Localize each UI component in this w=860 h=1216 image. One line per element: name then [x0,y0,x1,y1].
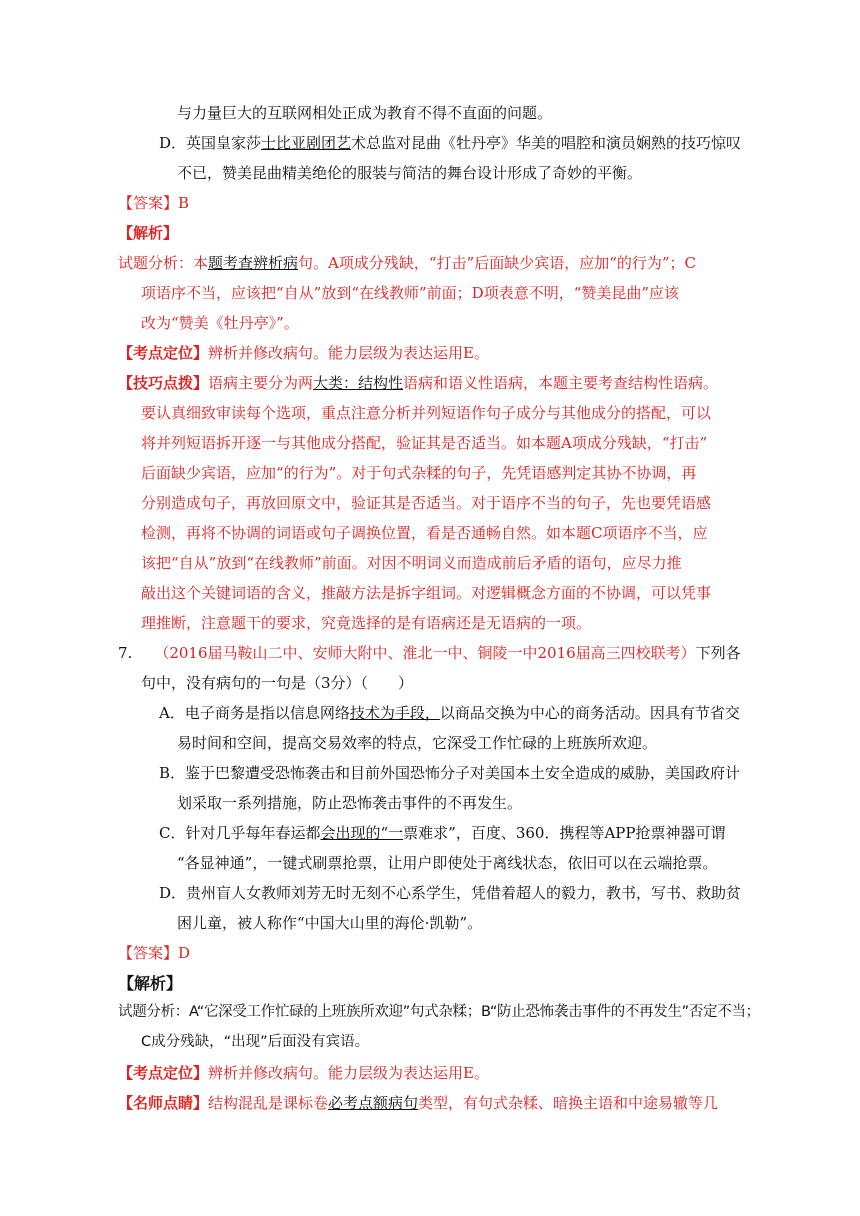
analysis-label: 【解析】 [118,224,179,242]
mingshi-line: 【名师点睛】结构混乱是课标卷必考点额病句类型，有句式杂糅、暗换主语和中途易辙等几 [118,1094,719,1112]
jiqiao-line: 该把“自从”放到“在线教师”前面。对因不明词义而造成前后矛盾的语句，应尽力推 [141,554,682,572]
option-d-line-2: 不已，赞美昆曲精美绝伦的服装与简洁的舞台设计形成了奇妙的平衡。 [177,164,643,182]
option-d: D．贵州盲人女教师刘芳无时无刻不心系学生，凭借着超人的毅力，教书，写书、救助贫 [159,884,742,902]
option-b: B．鉴于巴黎遭受恐怖袭击和目前外国恐怖分子对美国本土安全造成的威胁，美国政府计 [159,764,741,782]
option-c: C．针对几乎每年春运都会出现的“一票难求”，百度、360．携程等APP抢票神器可谓 [159,824,726,842]
analysis-line-2: 项语序不当，应该把“自从”放到“在线教师”前面；D项表意不明，“赞美昆曲”应该 [141,284,680,302]
jiqiao-line: 分别造成句子，再放回原文中，验证其是否适当。对于语序不当的句子，先也要凭语感 [141,494,712,512]
jiqiao-line: 将并列短语拆开逐一与其他成分搭配，验证其是否适当。如本题A项成分残缺，“打击” [141,434,708,452]
analysis-line-3: 改为“赞美《牡丹亭》”。 [141,314,299,332]
option-d-line: D．英国皇家莎士比亚剧团艺术总监对昆曲《牡丹亭》华美的唱腔和演员娴熟的技巧惊叹 [159,134,742,152]
kaodian-line: 【考点定位】辨析并修改病句。能力层级为表达运用E。 [118,1064,489,1082]
jiqiao-line: 理推断，注意题干的要求，究竟选择的是有语病还是无语病的一项。 [141,614,592,632]
analysis-line-1: 试题分析：本题考查辨析病句。A项成分残缺，“打击”后面缺少宾语，应加“的行为”；C [118,254,697,272]
answer-label: 【答案】D [118,944,191,962]
text-line: 与力量巨大的互联网相处正成为教育不得不直面的问题。 [177,104,553,122]
analysis-label: 【解析】 [118,974,183,993]
option-a-line-2: 易时间和空间，提高交易效率的特点，它深受工作忙碌的上班族所欢迎。 [177,734,658,752]
jiqiao-line: 要认真细致审读每个选项，重点注意分析并列短语作句子成分与其他成分的搭配，可以 [141,404,712,422]
option-a: A．电子商务是指以信息网络技术为手段，以商品交换为中心的商务活动。因具有节省交 [159,704,740,722]
answer-label: 【答案】B [118,194,190,212]
question-7-stem: 7. （2016届马鞍山二中、安师大附中、淮北一中、铜陵一中2016届高三四校联考）下列各 [118,644,741,662]
kaodian-line: 【考点定位】辨析并修改病句。能力层级为表达运用E。 [118,344,489,362]
option-c-line-2: “各显神通”，一键式刷票抢票，让用户即使处于离线状态，依旧可以在云端抢票。 [177,854,718,872]
jiqiao-line: 敲出这个关键词语的含义，推敲方法是拆字组词。对逻辑概念方面的不协调，可以凭事 [141,584,712,602]
question-7-stem-2: 句中，没有病句的一句是（3分）（ ） [141,674,414,692]
analysis-line-1: 试题分析：A“它深受工作忙碌的上班族所欢迎”句式杂糅；B“防止恐怖袭击事件的不再发生”否定不当； [118,1004,760,1020]
option-d-line-2: 困儿童，被人称作“中国大山里的海伦·凯勒”。 [177,914,483,932]
jiqiao-line: 检测，再将不协调的词语或句子调换位置，看是否通畅自然。如本题C项语序不当，应 [141,524,708,542]
jiqiao-line: 后面缺少宾语，应加“的行为”。对于句式杂糅的句子，先凭语感判定其协不协调，再 [141,464,697,482]
jiqiao-line-1: 【技巧点拨】语病主要分为两大类：结构性语病和语义性语病，本题主要考查结构性语病。 [118,374,719,392]
option-b-line-2: 划采取一系列措施，防止恐怖袭击事件的不再发生。 [177,794,523,812]
analysis-line-2: C成分残缺，“出现”后面没有宾语。 [141,1034,370,1050]
